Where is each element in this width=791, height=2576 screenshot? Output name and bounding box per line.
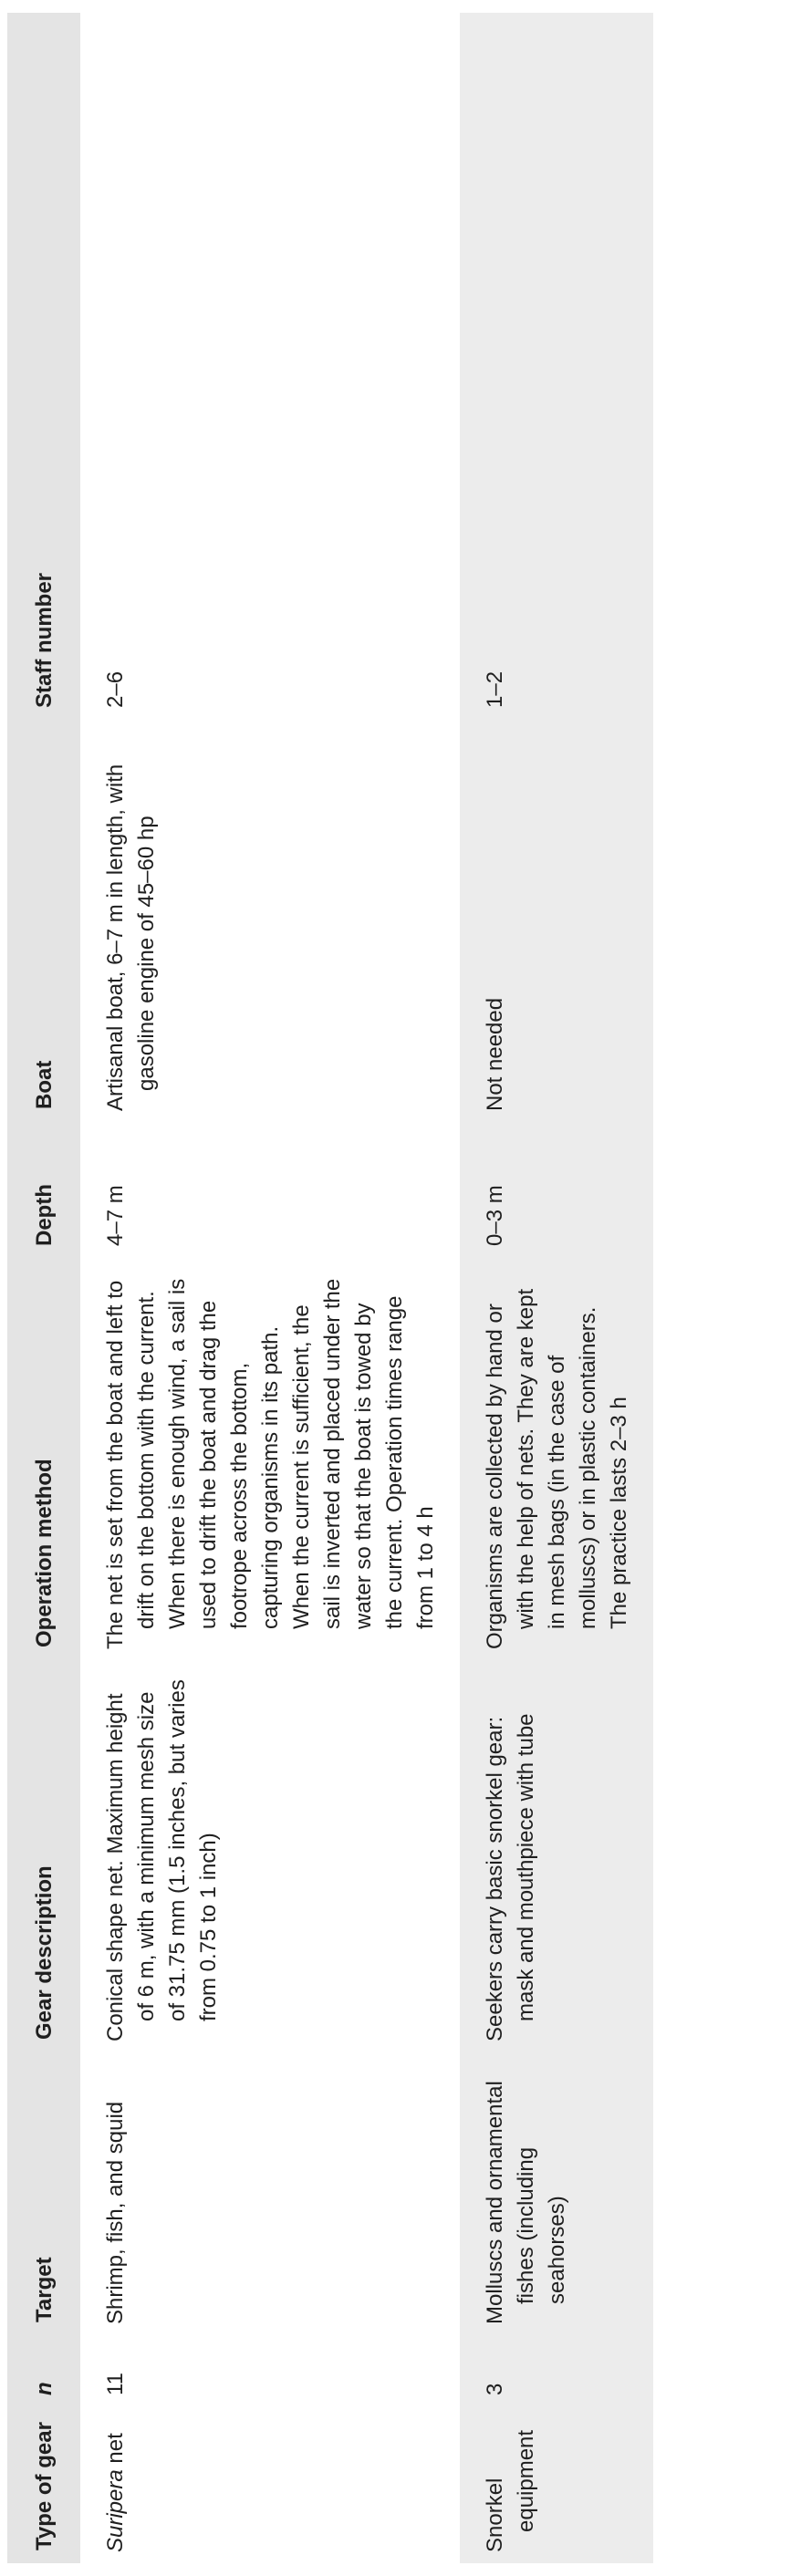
header-boat: Boat	[7, 721, 80, 1122]
cell-n: 3	[460, 2335, 653, 2408]
cell-boat: Not needed	[460, 721, 653, 1122]
cell-staff-number: 1–2	[460, 13, 653, 721]
cell-gear-description: Conical shape net. Maximum height of 6 m, with a minimum mesh size of 31.75 mm (1.5 inches, but varies from 0.75 to 1 inch)	[80, 1660, 460, 2052]
header-staff-number: Staff number	[7, 13, 80, 721]
table-header-row	[7, 13, 80, 2563]
cell-depth: 0–3 m	[460, 1122, 653, 1259]
cell-target: Shrimp, fish, and squid	[80, 2052, 460, 2335]
cell-type-of-gear	[460, 2408, 653, 2563]
table-row-snorkel-equipment	[460, 13, 653, 2563]
cell-boat: Artisanal boat, 6–7 m in length, with gasoline engine of 45–60 hp	[80, 721, 460, 1122]
header-operation-method: Operation method	[7, 1259, 80, 1660]
header-target: Target	[7, 2052, 80, 2335]
cell-staff-number: 2–6	[80, 13, 460, 721]
gear-name-rest: Snorkel equipment	[483, 2429, 538, 2552]
cell-n: 11	[80, 2335, 460, 2408]
cell-target: Molluscs and ornamental fishes (including seahorses)	[460, 2052, 653, 2335]
fishing-gear-table	[7, 13, 653, 2563]
cell-operation-method: The net is set from the boat and left to drift on the bottom with the current. When there is enough wind, a sail is used to drift the boat and drag the footrope across the bottom, capturing organisms in its path. When the current is sufficient, the sail is inverted and placed under the water so that the boat is towed by the current. Operation times range from 1 to 4 h	[80, 1259, 460, 1660]
header-depth: Depth	[7, 1122, 80, 1259]
header-type-of-gear: Type of gear	[7, 2408, 80, 2563]
header-n: n	[7, 2335, 80, 2408]
cell-operation-method: Organisms are collected by hand or with the help of nets. They are kept in mesh bags (in the case of molluscs) or in plastic containers. The practice lasts 2–3 h	[460, 1259, 653, 1660]
cell-depth: 4–7 m	[80, 1122, 460, 1259]
cell-type-of-gear	[80, 2408, 460, 2563]
cell-gear-description: Seekers carry basic snorkel gear: mask and mouthpiece with tube	[460, 1660, 653, 2052]
gear-name-rest: net	[103, 2433, 128, 2470]
gear-name-italic: Suripera	[103, 2469, 128, 2552]
header-gear-description: Gear description	[7, 1660, 80, 2052]
table-row-suripera-net	[80, 13, 460, 2563]
